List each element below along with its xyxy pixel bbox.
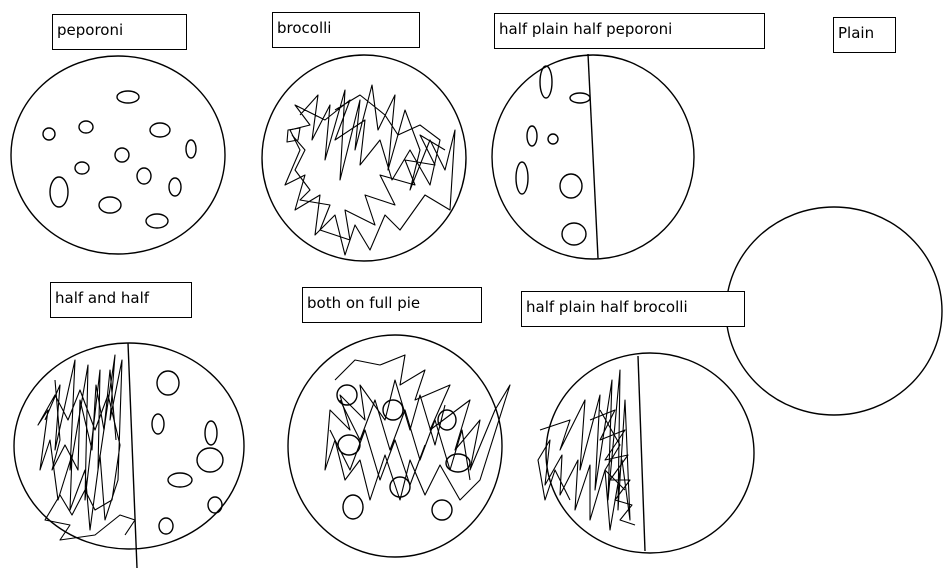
pepperoni-slice [157,371,179,395]
broccoli-scribble [285,85,455,255]
pepperoni-slice [79,121,93,133]
pizza-half-plain-half-peporoni [492,54,694,259]
pepperoni-slice [343,495,363,519]
pizza-half-plain-half-brocolli [538,353,754,553]
broccoli-scribble [538,370,630,530]
label-half-and-half: half and half [50,282,192,318]
half-divider [128,343,137,568]
label-half-plain-half-peporoni: half plain half peporoni [494,13,765,49]
pizza-crust [11,56,225,254]
pizza-crust [546,353,754,553]
label-plain: Plain [833,17,896,53]
pepperoni-slice [205,421,217,445]
pepperoni-slice [146,214,168,228]
pepperoni-slice [570,93,590,103]
pepperoni-slice [117,91,139,103]
pepperoni-slice [159,518,173,534]
half-divider [588,54,598,258]
pepperoni-slice [560,174,582,198]
pepperoni-slice [527,126,537,146]
pepperoni-slice [50,177,68,207]
label-both-on-full-pie: both on full pie [302,287,482,323]
pepperoni-slice [186,140,196,158]
pepperoni-slice [197,448,223,472]
pepperoni-slice [540,66,552,98]
pepperoni-slice [562,223,586,245]
pizza-peporoni [11,56,225,254]
pepperoni-slice [150,123,170,137]
pepperoni-slice [208,497,222,513]
pepperoni-slice [152,414,164,434]
broccoli-scribble [38,355,135,540]
label-peporoni: peporoni [52,14,187,50]
pepperoni-slice [169,178,181,196]
pizza-plain [726,207,942,415]
half-divider [638,356,645,551]
label-brocolli: brocolli [272,12,420,48]
pizza-half-and-half [14,343,244,568]
pepperoni-slice [432,500,452,520]
pepperoni-slice [115,148,129,162]
pizza-crust [726,207,942,415]
pepperoni-slice [75,162,89,174]
pizza-crust [262,55,466,261]
pizza-crust [288,335,502,557]
label-half-plain-half-brocolli: half plain half brocolli [521,291,745,327]
broccoli-scribble [325,355,510,500]
broccoli-scribble [287,128,445,240]
pizza-brocolli [262,55,466,261]
pepperoni-slice [137,168,151,184]
pepperoni-slice [43,128,55,140]
pepperoni-slice [516,162,528,194]
pepperoni-slice [168,473,192,487]
pepperoni-slice [548,134,558,144]
pizza-both-on-full-pie [288,335,510,557]
pepperoni-slice [99,197,121,213]
